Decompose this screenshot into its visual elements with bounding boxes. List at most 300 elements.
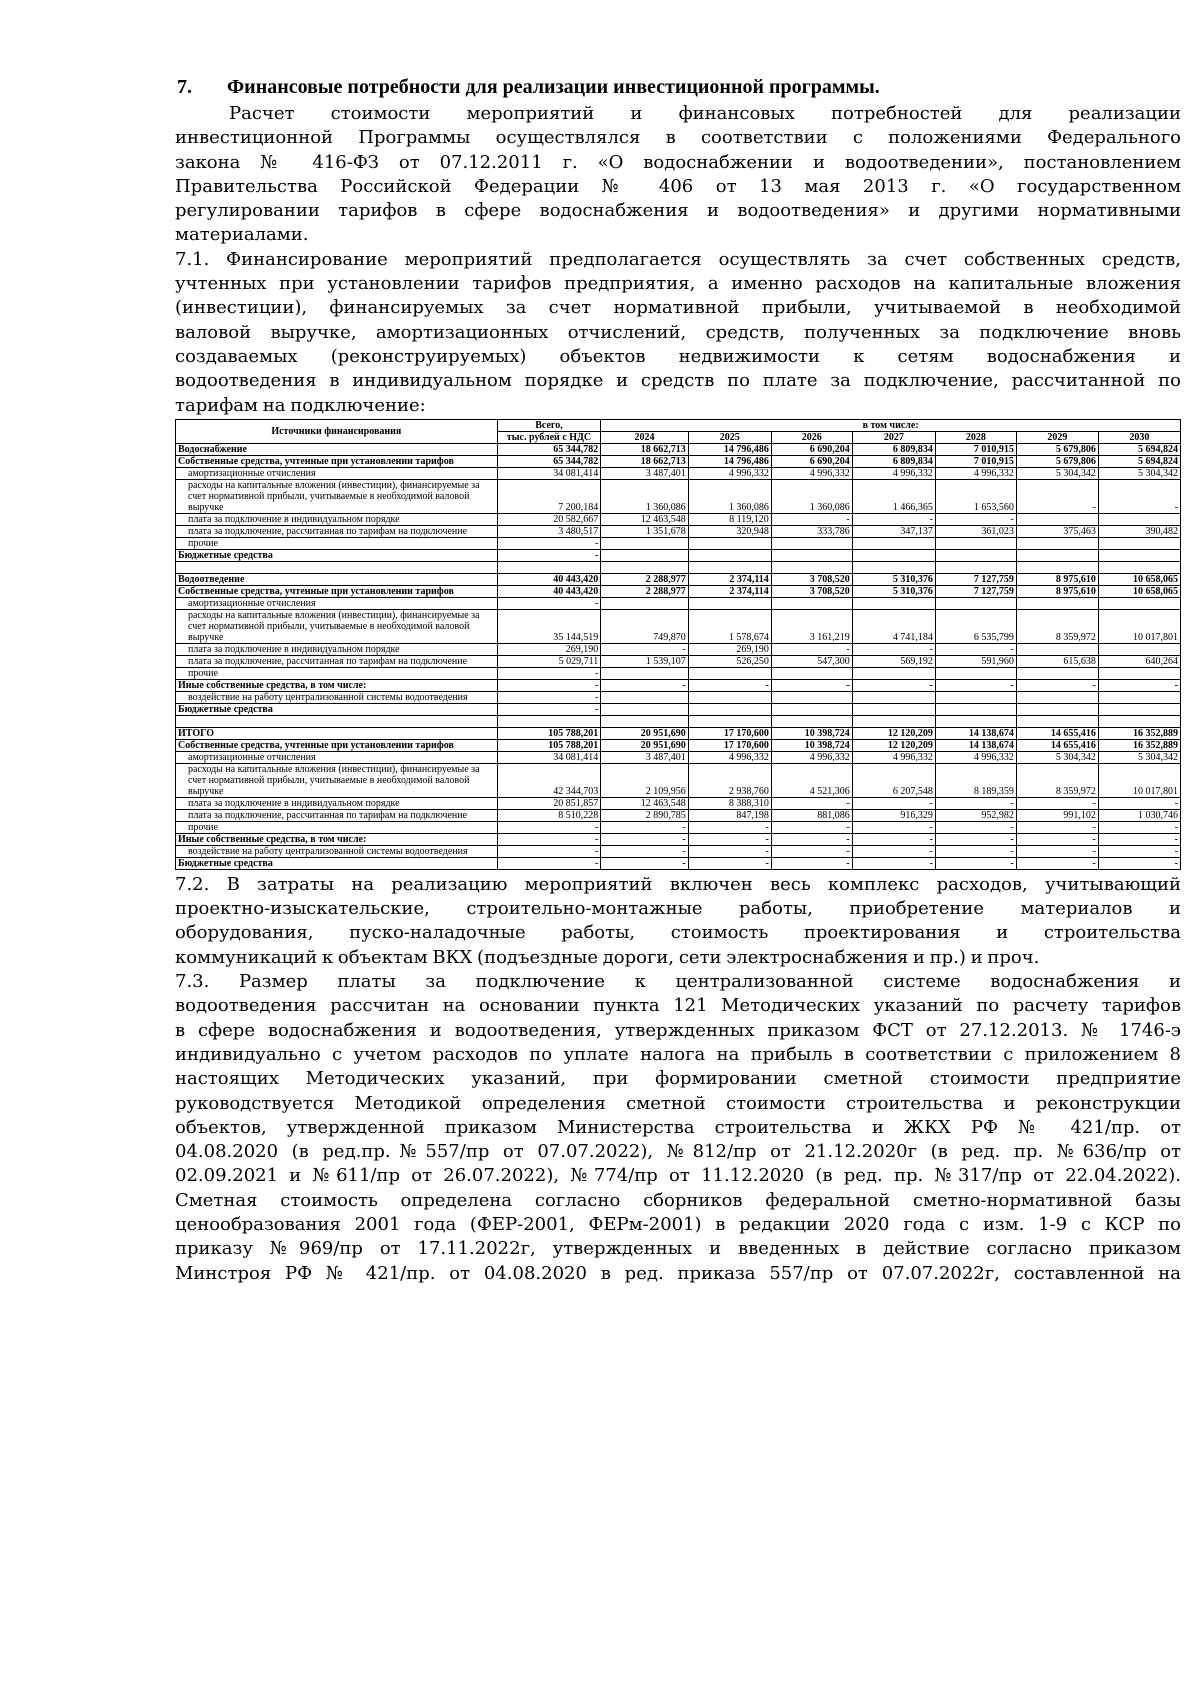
cell-year: 3 708,520 <box>771 585 852 597</box>
cell-year: - <box>852 643 935 655</box>
cell-year: 333,786 <box>771 525 852 537</box>
table-row <box>176 585 1181 597</box>
cell-year: - <box>935 821 1016 833</box>
header-year-2026: 2026 <box>771 431 852 443</box>
cell-year: - <box>935 679 1016 691</box>
cell-year: 4 996,332 <box>935 751 1016 763</box>
table-row <box>176 537 1181 549</box>
cell-year: 16 352,889 <box>1098 739 1180 751</box>
cell-year: 6 535,799 <box>935 609 1016 643</box>
cell-year <box>601 597 688 609</box>
cell-year: - <box>688 833 771 845</box>
cell-year: 5 304,342 <box>1016 467 1098 479</box>
cell-year: 14 655,416 <box>1016 727 1098 739</box>
cell-year: - <box>935 833 1016 845</box>
cell-year: 320,948 <box>688 525 771 537</box>
cell-year: 547,300 <box>771 655 852 667</box>
cell-year: 7 010,915 <box>935 455 1016 467</box>
cell-year: 2 374,114 <box>688 573 771 585</box>
cell-year <box>1098 561 1180 573</box>
cell-year <box>1098 513 1180 525</box>
text-line: тарифам на подключение: <box>175 394 426 416</box>
cell-total: 42 344,703 <box>497 763 601 797</box>
cell-total: - <box>497 857 601 869</box>
row-label: амортизационные отчисления <box>176 467 498 479</box>
cell-total: - <box>497 549 601 561</box>
row-label: прочие <box>176 821 498 833</box>
row-label: плата за подключение, рассчитанная по тарифам на подключение <box>176 655 498 667</box>
cell-year: - <box>601 821 688 833</box>
cell-year <box>1098 537 1180 549</box>
cell-total: - <box>497 833 601 845</box>
header-year-2030: 2030 <box>1098 431 1180 443</box>
cell-total <box>497 715 601 727</box>
cell-year: 4 741,184 <box>852 609 935 643</box>
cell-year <box>852 561 935 573</box>
row-label <box>176 561 498 573</box>
cell-year <box>771 715 852 727</box>
cell-total: - <box>497 597 601 609</box>
table-row <box>176 727 1181 739</box>
cell-year: - <box>1098 833 1180 845</box>
cell-year: 2 288,977 <box>601 585 688 597</box>
row-label: Бюджетные средства <box>176 549 498 561</box>
cell-total: 105 788,201 <box>497 739 601 751</box>
cell-year: 10 398,724 <box>771 739 852 751</box>
cell-year <box>852 703 935 715</box>
cell-year: - <box>852 513 935 525</box>
cell-year <box>1016 537 1098 549</box>
text-line: проектно-изыскательские, строительно-монтажные работы, приобретение материалов и <box>175 898 1181 920</box>
cell-year: 2 938,760 <box>688 763 771 797</box>
document-page <box>175 72 1181 1286</box>
cell-year: - <box>935 797 1016 809</box>
cell-total: 20 582,667 <box>497 513 601 525</box>
cell-year: - <box>1098 845 1180 857</box>
header-year-2028: 2028 <box>935 431 1016 443</box>
table-row <box>176 845 1181 857</box>
cell-year <box>601 549 688 561</box>
table-row <box>176 821 1181 833</box>
text-line: водоотведения рассчитан на основании пункта 121 Методических указаний по расчету тарифов <box>175 995 1181 1017</box>
text-line: объектов, утвержденной приказом Министерства строительства и ЖКХ РФ № 421/пр. от <box>175 1116 1181 1138</box>
row-label: Собственные средства, учтенные при установлении тарифов <box>176 455 498 467</box>
table-row <box>176 715 1181 727</box>
cell-year <box>1016 715 1098 727</box>
table-row <box>176 751 1181 763</box>
cell-year: 4 996,332 <box>852 751 935 763</box>
table-row <box>176 609 1181 643</box>
cell-year: 6 207,548 <box>852 763 935 797</box>
cell-total: - <box>497 679 601 691</box>
cell-year: 749,870 <box>601 609 688 643</box>
cell-year <box>1016 513 1098 525</box>
cell-year: - <box>1098 679 1180 691</box>
cell-year <box>1098 643 1180 655</box>
cell-year: - <box>852 797 935 809</box>
text-line: водоотведения в индивидуальном порядке и средств по плате за подключение, рассчитанной по <box>175 370 1181 392</box>
text-line: создаваемых (реконструируемых) объектов недвижимости к сетям водоснабжения и <box>175 345 1181 367</box>
cell-year <box>771 549 852 561</box>
cell-year: 5 694,824 <box>1098 455 1180 467</box>
cell-total: - <box>497 703 601 715</box>
cell-year: - <box>771 797 852 809</box>
intro-paragraph <box>175 102 1181 248</box>
cell-year: - <box>1098 479 1180 513</box>
table-row <box>176 703 1181 715</box>
row-label: прочие <box>176 667 498 679</box>
cell-year: 8 189,359 <box>935 763 1016 797</box>
financing-table <box>175 419 1181 870</box>
cell-year <box>935 561 1016 573</box>
row-label: амортизационные отчисления <box>176 751 498 763</box>
cell-year: 4 996,332 <box>935 467 1016 479</box>
table-row <box>176 833 1181 845</box>
cell-year: 2 288,977 <box>601 573 688 585</box>
cell-year <box>688 715 771 727</box>
cell-year: 4 996,332 <box>688 467 771 479</box>
row-label: плата за подключение, рассчитанная по тарифам на подключение <box>176 525 498 537</box>
cell-year <box>771 561 852 573</box>
cell-year <box>935 667 1016 679</box>
cell-year: 847,198 <box>688 809 771 821</box>
cell-total: 7 200,184 <box>497 479 601 513</box>
cell-year: 12 120,209 <box>852 739 935 751</box>
cell-total: 8 510,228 <box>497 809 601 821</box>
row-label: Водоотведение <box>176 573 498 585</box>
cell-year <box>1016 691 1098 703</box>
cell-year: - <box>688 845 771 857</box>
table-row <box>176 655 1181 667</box>
cell-year: 7 127,759 <box>935 585 1016 597</box>
paragraph-7-2 <box>175 873 1181 970</box>
cell-year: - <box>771 679 852 691</box>
table-row <box>176 549 1181 561</box>
table-row <box>176 679 1181 691</box>
cell-year: - <box>852 821 935 833</box>
cell-year: 8 975,610 <box>1016 573 1098 585</box>
cell-year: - <box>771 821 852 833</box>
cell-year: 526,250 <box>688 655 771 667</box>
cell-year: 4 521,306 <box>771 763 852 797</box>
cell-year: 5 304,342 <box>1016 751 1098 763</box>
table-row <box>176 573 1181 585</box>
cell-total: - <box>497 845 601 857</box>
cell-year: 591,960 <box>935 655 1016 667</box>
cell-year: 5 310,376 <box>852 573 935 585</box>
cell-total: 20 851,857 <box>497 797 601 809</box>
cell-year: - <box>1016 479 1098 513</box>
cell-year: - <box>852 833 935 845</box>
cell-year: 14 138,674 <box>935 727 1016 739</box>
cell-total <box>497 561 601 573</box>
cell-year: 1 653,560 <box>935 479 1016 513</box>
cell-year <box>852 537 935 549</box>
cell-year: 4 996,332 <box>688 751 771 763</box>
text-line: ценообразования 2001 года (ФЕР-2001, ФЕРм-2001) в редакции 2020 года с изм. 1-9 с КСР по <box>175 1214 1181 1236</box>
header-source: Источники финансирования <box>176 419 498 443</box>
cell-year: 5 679,806 <box>1016 443 1098 455</box>
cell-year: 1 030,746 <box>1098 809 1180 821</box>
cell-year: 7 010,915 <box>935 443 1016 455</box>
cell-year: 5 679,806 <box>1016 455 1098 467</box>
cell-year <box>1016 597 1098 609</box>
cell-year: 5 310,376 <box>852 585 935 597</box>
cell-year <box>852 549 935 561</box>
text-line: 7.2. В затраты на реализацию мероприятий включен весь комплекс расходов, учитывающий <box>175 873 1181 895</box>
cell-year: 18 662,713 <box>601 455 688 467</box>
cell-year: 1 360,086 <box>688 479 771 513</box>
table-row <box>176 643 1181 655</box>
table-row <box>176 467 1181 479</box>
paragraph-7-1 <box>175 248 1181 418</box>
cell-year: - <box>935 643 1016 655</box>
cell-year: - <box>601 833 688 845</box>
cell-year: 14 138,674 <box>935 739 1016 751</box>
cell-year <box>601 667 688 679</box>
cell-year: 3 161,219 <box>771 609 852 643</box>
cell-year: 16 352,889 <box>1098 727 1180 739</box>
row-label: Водоснабжение <box>176 443 498 455</box>
cell-year: 1 360,086 <box>771 479 852 513</box>
table-row <box>176 561 1181 573</box>
cell-year: 1 360,086 <box>601 479 688 513</box>
cell-year: - <box>1098 857 1180 869</box>
text-line: настоящих Методических указаний, при формировании сметной стоимости предприятие <box>175 1068 1181 1090</box>
cell-year <box>688 537 771 549</box>
table-row <box>176 809 1181 821</box>
cell-year <box>1098 703 1180 715</box>
cell-year: 991,102 <box>1016 809 1098 821</box>
text-line: (инвестиции), финансируемых за счет нормативной прибыли, учитываемой в необходимой <box>175 297 1181 319</box>
cell-year <box>601 691 688 703</box>
section-number: 7. <box>177 76 192 98</box>
row-label: плата за подключение в индивидуальном порядке <box>176 797 498 809</box>
cell-year: 6 690,204 <box>771 443 852 455</box>
text-line: учтенных при установлении тарифов предприятия, а именно расходов на капитальные вложения <box>175 273 1181 295</box>
cell-year: 2 890,785 <box>601 809 688 821</box>
row-label <box>176 715 498 727</box>
cell-year <box>852 597 935 609</box>
text-line: оборудования, пуско-наладочные работы, стоимость проектирования и строительства <box>175 922 1181 944</box>
cell-year <box>1098 715 1180 727</box>
cell-year: - <box>688 857 771 869</box>
cell-year <box>935 597 1016 609</box>
cell-year: 952,982 <box>935 809 1016 821</box>
cell-year: 7 127,759 <box>935 573 1016 585</box>
cell-year: - <box>852 845 935 857</box>
cell-year: 14 655,416 <box>1016 739 1098 751</box>
cell-year: 269,190 <box>688 643 771 655</box>
cell-year: 640,264 <box>1098 655 1180 667</box>
text-line: материалами. <box>175 224 309 246</box>
cell-year: - <box>935 857 1016 869</box>
cell-year: 361,023 <box>935 525 1016 537</box>
cell-year: - <box>1016 857 1098 869</box>
row-label: Собственные средства, учтенные при установлении тарифов <box>176 585 498 597</box>
cell-total: - <box>497 537 601 549</box>
cell-year: - <box>601 845 688 857</box>
table-row <box>176 525 1181 537</box>
row-label: амортизационные отчисления <box>176 597 498 609</box>
text-line: Минстроя РФ № 421/пр. от 04.08.2020 в ред. приказа 557/пр от 07.07.2022г, составленной на <box>175 1262 1181 1284</box>
text-line: инвестиционной Программы осуществлялся в соответствии с положениями Федерального <box>175 127 1181 149</box>
cell-year: 17 170,600 <box>688 727 771 739</box>
section-heading <box>175 72 1181 102</box>
row-label: Собственные средства, учтенные при установлении тарифов <box>176 739 498 751</box>
cell-year <box>1098 549 1180 561</box>
cell-year: - <box>771 513 852 525</box>
cell-year <box>1016 667 1098 679</box>
cell-year <box>1016 643 1098 655</box>
cell-year: - <box>688 679 771 691</box>
cell-year: 4 996,332 <box>771 467 852 479</box>
cell-year <box>852 691 935 703</box>
text-line: регулировании тарифов в сфере водоснабжения и водоотведения» и другими нормативными <box>175 200 1181 222</box>
cell-year: 12 463,548 <box>601 513 688 525</box>
cell-year <box>935 715 1016 727</box>
cell-year <box>601 715 688 727</box>
cell-year: 6 690,204 <box>771 455 852 467</box>
cell-year: 2 109,956 <box>601 763 688 797</box>
cell-year: 8 119,120 <box>688 513 771 525</box>
cell-year <box>601 703 688 715</box>
cell-year: - <box>688 821 771 833</box>
row-label: Иные собственные средства, в том числе: <box>176 833 498 845</box>
table-row <box>176 797 1181 809</box>
cell-year: 10 658,065 <box>1098 585 1180 597</box>
text-line: валовой выручке, амортизационных отчислений, средств, полученных за подключение вновь <box>175 321 1181 343</box>
cell-year: 1 466,365 <box>852 479 935 513</box>
cell-year <box>771 703 852 715</box>
cell-year: 881,086 <box>771 809 852 821</box>
cell-year: 17 170,600 <box>688 739 771 751</box>
cell-total: 269,190 <box>497 643 601 655</box>
cell-year: - <box>771 857 852 869</box>
cell-total: 40 443,420 <box>497 585 601 597</box>
cell-total: 65 344,782 <box>497 443 601 455</box>
cell-year: - <box>1016 797 1098 809</box>
row-label: расходы на капитальные вложения (инвестиции), финансируемые за счет нормативной прибыли, учитываемые в необходимой валовой выручке <box>176 763 498 797</box>
cell-year: - <box>771 845 852 857</box>
cell-total: 65 344,782 <box>497 455 601 467</box>
cell-year: 5 694,824 <box>1098 443 1180 455</box>
cell-year: 916,329 <box>852 809 935 821</box>
row-label: плата за подключение, рассчитанная по тарифам на подключение <box>176 809 498 821</box>
cell-year: 18 662,713 <box>601 443 688 455</box>
cell-year: - <box>601 643 688 655</box>
cell-year: 390,482 <box>1098 525 1180 537</box>
text-line: 7.1. Финансирование мероприятий предполагается осуществлять за счет собственных средств, <box>175 248 1181 270</box>
row-label: плата за подключение в индивидуальном порядке <box>176 643 498 655</box>
cell-year: 14 796,486 <box>688 443 771 455</box>
cell-total: - <box>497 691 601 703</box>
cell-year <box>935 549 1016 561</box>
cell-year: 8 388,310 <box>688 797 771 809</box>
cell-year: 4 996,332 <box>771 751 852 763</box>
cell-year <box>771 691 852 703</box>
cell-year <box>771 597 852 609</box>
cell-year: 615,638 <box>1016 655 1098 667</box>
text-line: индивидуально с учетом расходов по уплате налога на прибыль в соответствии с приложением 8 <box>175 1043 1181 1065</box>
cell-year: - <box>852 679 935 691</box>
row-label: Иные собственные средства, в том числе: <box>176 679 498 691</box>
row-label: плата за подключение в индивидуальном порядке <box>176 513 498 525</box>
text-line: в сфере водоснабжения и водоотведения, утвержденных приказом ФСТ от 27.12.2013. № 1746-э <box>175 1019 1181 1041</box>
cell-year <box>1016 561 1098 573</box>
cell-year <box>935 537 1016 549</box>
cell-total: 5 029,711 <box>497 655 601 667</box>
cell-year: 12 463,548 <box>601 797 688 809</box>
text-line: руководствуется Методикой определения сметной стоимости строительства и реконструкции <box>175 1092 1181 1114</box>
table-row <box>176 479 1181 513</box>
header-total-line2: тыс. рублей с НДС <box>497 431 601 443</box>
table-row <box>176 667 1181 679</box>
row-label: расходы на капитальные вложения (инвестиции), финансируемые за счет нормативной прибыли, учитываемые в необходимой валовой выручке <box>176 479 498 513</box>
text-line: приказу №969/пр от 17.11.2022г, утвержденных и введенных в действие согласно приказом <box>175 1238 1181 1260</box>
table-row <box>176 455 1181 467</box>
cell-year: 4 996,332 <box>852 467 935 479</box>
cell-total: 35 144,519 <box>497 609 601 643</box>
row-label: ИТОГО <box>176 727 498 739</box>
cell-year: 20 951,690 <box>601 739 688 751</box>
table-row <box>176 513 1181 525</box>
header-total-line1: Всего, <box>497 419 601 431</box>
cell-year <box>601 561 688 573</box>
cell-year: 14 796,486 <box>688 455 771 467</box>
cell-year: - <box>771 833 852 845</box>
cell-year <box>688 561 771 573</box>
cell-year: 347,137 <box>852 525 935 537</box>
cell-year: 1 578,674 <box>688 609 771 643</box>
cell-year: 3 487,401 <box>601 467 688 479</box>
cell-year: - <box>771 643 852 655</box>
cell-year <box>852 715 935 727</box>
cell-total: 40 443,420 <box>497 573 601 585</box>
cell-year <box>771 667 852 679</box>
cell-year: - <box>1016 679 1098 691</box>
cell-year: 10 658,065 <box>1098 573 1180 585</box>
table-row <box>176 857 1181 869</box>
cell-year: - <box>852 857 935 869</box>
cell-year: 569,192 <box>852 655 935 667</box>
cell-year: 1 351,678 <box>601 525 688 537</box>
financing-table-wrapper <box>175 419 1181 870</box>
text-line: Сметная стоимость определена согласно сборников федеральной сметно-нормативной базы <box>175 1189 1181 1211</box>
text-line: Расчет стоимости мероприятий и финансовых потребностей для реализации <box>229 103 1181 124</box>
cell-year: 6 809,834 <box>852 443 935 455</box>
cell-total: - <box>497 821 601 833</box>
cell-year: 375,463 <box>1016 525 1098 537</box>
text-line: 02.09.2021 и №611/пр от 26.07.2022), №774/пр от 11.12.2020 (в ред. пр. №317/пр от 22.04.2022). <box>175 1165 1181 1187</box>
cell-year: 10 017,801 <box>1098 609 1180 643</box>
cell-year: 10 017,801 <box>1098 763 1180 797</box>
cell-year <box>688 703 771 715</box>
row-label: прочие <box>176 537 498 549</box>
cell-year: 8 359,972 <box>1016 609 1098 643</box>
cell-total: 34 081,414 <box>497 467 601 479</box>
cell-year: 8 975,610 <box>1016 585 1098 597</box>
cell-year: 5 304,342 <box>1098 467 1180 479</box>
cell-total: - <box>497 667 601 679</box>
text-line: коммуникаций к объектам ВКХ (подъездные дороги, сети электроснабжения и пр.) и проч. <box>175 946 1040 968</box>
row-label: воздействие на работу централизованной системы водоотведения <box>176 691 498 703</box>
cell-year <box>1098 667 1180 679</box>
cell-year: - <box>935 845 1016 857</box>
table-row <box>176 443 1181 455</box>
row-label: Бюджетные средства <box>176 857 498 869</box>
cell-total: 3 480,517 <box>497 525 601 537</box>
